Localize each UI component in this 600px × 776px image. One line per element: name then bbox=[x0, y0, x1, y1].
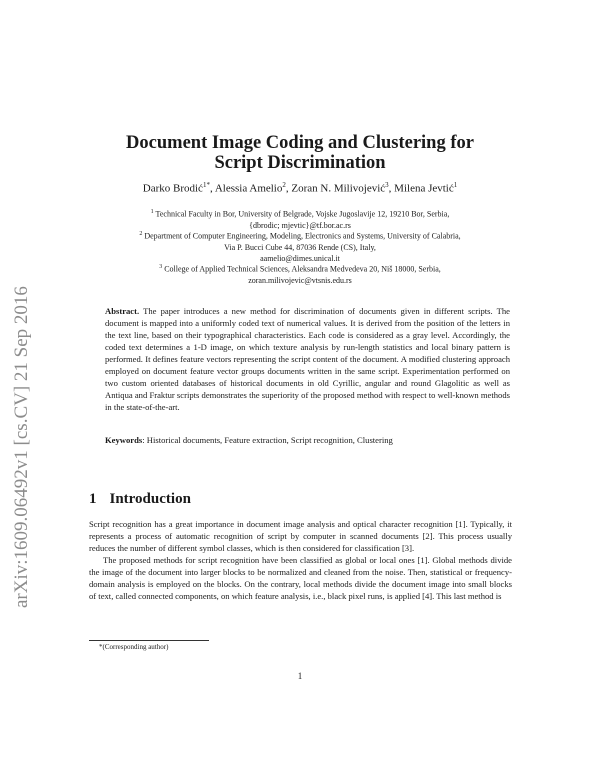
affiliation-1-line-1 bbox=[90, 207, 510, 220]
affiliation-2-line-1 bbox=[90, 229, 510, 242]
section-title: Introduction bbox=[109, 491, 191, 507]
affiliation-1-email: {dbrodic; mjevtic}@tf.bor.ac.rs bbox=[249, 220, 351, 230]
arxiv-stamp-text: arXiv:1609.06492v1 [cs.CV] 21 Sep 2016 bbox=[11, 286, 32, 608]
affiliation-2-address: Department of Computer Engineering, Modeling, Electronics and Systems, University of Calabria, bbox=[144, 231, 461, 241]
affiliation-3-line-1 bbox=[90, 262, 510, 275]
author-list bbox=[60, 181, 540, 195]
abstract-block bbox=[105, 305, 510, 413]
affiliation-2-line-2: Via P. Bucci Cube 44, 87036 Rende (CS), Italy, bbox=[224, 242, 376, 252]
affiliation-2-number: 2 bbox=[139, 231, 143, 237]
paper-title-line-1: Document Image Coding and Clustering for bbox=[126, 133, 474, 153]
affiliation-3-email: zoran.milivojevic@vtsnis.edu.rs bbox=[248, 275, 352, 285]
author-superscript: 2 bbox=[282, 181, 286, 189]
section-number: 1 bbox=[89, 491, 97, 507]
keywords-text: : Historical documents, Feature extraction, Script recognition, Clustering bbox=[142, 435, 393, 445]
keywords-label: Keywords bbox=[105, 435, 143, 445]
keywords-block bbox=[105, 434, 510, 446]
footnote-divider bbox=[89, 640, 209, 641]
author-superscript: 1* bbox=[202, 181, 210, 189]
author-separator: , bbox=[209, 182, 215, 195]
author-separator: , bbox=[285, 182, 292, 195]
footnote-corresponding-author: *(Corresponding author) bbox=[99, 643, 169, 651]
abstract-text: The paper introduces a new method for discrimination of documents given in different scripts. The document is mapped into a uniformly coded text of numerical values. It is derived from the position of the letters in the text line, based on their typographical characteristics. Each code is considered as a gray level. Accordingly, the coded text determines a 1-D image, on which texture analysis by run-length statistics and local binary pattern is performed. It defines feature vectors representing the script content of the document. A modified clustering approach employed on document feature vector groups documents written in the same script. Experimentation performed on two custom oriented databases of historical documents in old Cyrillic, angular and round Glagolitic as well as Antiqua and Fraktur scripts demonstrates the superiority of the proposed method with respect to well-known methods in the state-of-the-art. bbox=[105, 306, 510, 412]
affiliation-2 bbox=[90, 229, 510, 264]
section-heading-introduction bbox=[89, 491, 191, 508]
arxiv-identifier-stamp bbox=[6, 208, 34, 608]
author-name: Darko Brodić bbox=[142, 182, 203, 195]
author-superscript: 3 bbox=[385, 181, 389, 189]
author-name: Alessia Amelio bbox=[214, 182, 283, 195]
author-superscript: 1 bbox=[453, 181, 458, 189]
affiliation-3-number: 3 bbox=[159, 264, 163, 270]
abstract-label: Abstract. bbox=[105, 306, 140, 316]
affiliation-3-address: College of Applied Technical Sciences, Aleksandra Medvedeva 20, Niš 18000, Serbia, bbox=[164, 264, 441, 274]
affiliation-1 bbox=[90, 207, 510, 231]
paper-title-line-2: Script Discrimination bbox=[214, 153, 386, 173]
author-name: Zoran N. Milivojević bbox=[291, 182, 386, 195]
body-paragraph-2: The proposed methods for script recognition have been classified as global or local ones [1]. Global methods divide the image of the document into larger blocks to be normalized and cleaned from the noise. Then, statistical or frequency-domain analysis is employed on the blocks. On the contrary, local methods divide the document image into small blocks of text, called connected components, on which feature analysis, i.e., black pixel runs, is applied [4]. This last method is bbox=[89, 555, 512, 601]
introduction-body bbox=[89, 518, 512, 602]
body-paragraph-1: Script recognition has a great importance in document image analysis and optical character recognition [1]. Typically, it represents a process of automatic recognition of script by computer in scanned documents [2]. This process usually reduces the number of different symbol classes, which is then considered for classification [3]. bbox=[89, 519, 512, 553]
keywords-paragraph bbox=[105, 434, 510, 446]
affiliation-3 bbox=[90, 262, 510, 286]
author-name: Milena Jevtić bbox=[394, 182, 454, 195]
author-separator: , bbox=[388, 182, 395, 195]
affiliation-2-email: aamelio@dimes.unical.it bbox=[260, 253, 340, 263]
abstract-paragraph bbox=[105, 305, 510, 413]
page-number: 1 bbox=[297, 671, 303, 681]
arxiv-stamp-svg bbox=[6, 208, 34, 608]
affiliation-1-number: 1 bbox=[150, 209, 154, 215]
affiliation-1-address: Technical Faculty in Bor, University of Belgrade, Vojske Jugoslavije 12, 19210 Bor, Serbia, bbox=[155, 209, 450, 219]
